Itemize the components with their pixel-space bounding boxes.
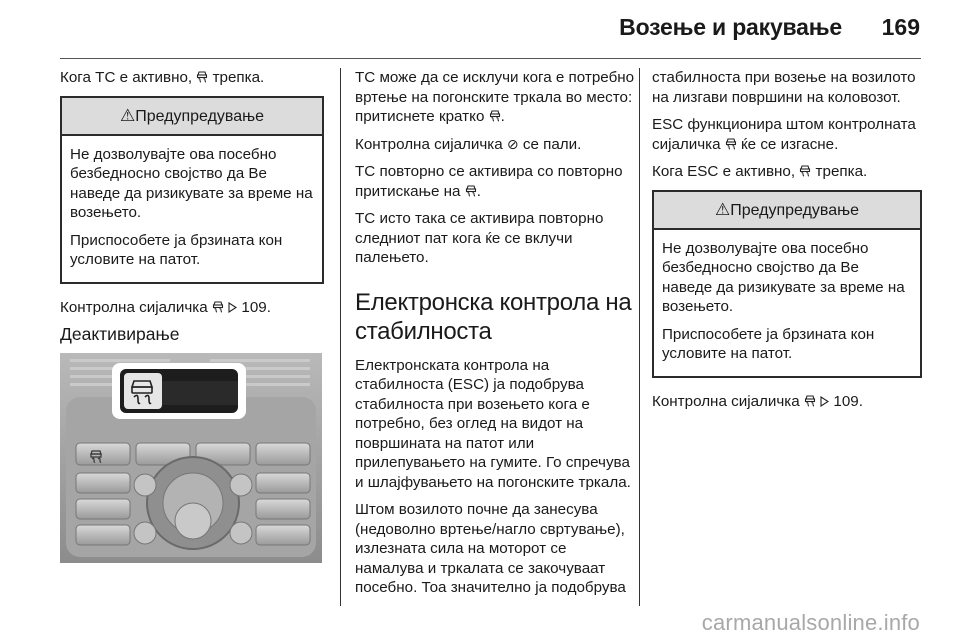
page-number: 169 [881,14,920,40]
traction-control-icon [212,301,224,313]
traction-control-icon [489,110,501,122]
column-2 [355,68,635,606]
traction-control-icon [465,185,477,197]
traction-control-icon [804,395,816,407]
paragraph: Штом возилото почне да занесува (недоволно вртење/нагло свртување), излезната сила на моторот се намалува и тркалата се закочуваат посебно. Тоа значително ја подобрува [355,501,626,596]
paragraph: TC може да се исклучи кога е потребно вртење на погонските тркала во место: притиснете кратко . [355,69,635,125]
paragraph: Контролна сијаличка ⊘ се пали. [355,135,582,153]
warning-title: ⚠Предупредување [654,192,920,230]
warning-text: Не дозволувајте ова посебно безбедносно својство да Ве наведе да ризикувате за време на возењето. [662,239,905,315]
subheading: Деактивирање [60,324,180,344]
dashboard-button-photo [60,353,322,563]
paragraph: Електронската контрола на стабилноста (ESC) ја подобрува стабилноста при возењето кога е потребно, без оглед на видот на површината на патот или прилепувањето на гумите. Го спречува и шлајфувањето на погонските тркала. [355,356,631,491]
column-divider [340,68,341,606]
column-3 [652,68,922,419]
warning-text: Приспособете ја брзината кон условите на патот. [662,325,875,362]
warning-triangle-icon: ⚠ [119,105,136,125]
watermark: carmanualsonline.info [701,610,920,635]
tc-off-icon: ⊘ [506,135,519,152]
header-divider [60,58,921,59]
paragraph: Контролна сијаличка 109. [60,298,271,316]
traction-control-icon [799,165,811,177]
paragraph: стабилноста при возење на возилото на лизгави површини на коловозот. [652,69,916,106]
traction-control-icon [196,71,208,83]
warning-box [652,190,922,378]
warning-title: ⚠Предупредување [62,98,322,136]
page-header [0,0,960,56]
paragraph: TC исто така се активира повторно следниот пат кога ќе се вклучи палењето. [355,210,604,266]
column-1 [60,68,324,563]
paragraph: Кога ESC е активно, трепка. [652,163,868,180]
section-heading: Електронска контрола на стабилноста [355,288,632,345]
warning-box [60,96,324,284]
warning-text: Не дозволувајте ова посебно безбедносно својство да Ве наведе да ризикувате за време на возењето. [70,145,313,221]
traction-control-icon [725,138,737,150]
page-reference-arrow-icon [820,396,829,407]
chapter-title: Возење и ракување [619,14,842,40]
paragraph: Контролна сијаличка 109. [652,392,863,410]
page-reference-arrow-icon [228,302,237,313]
paragraph: TC повторно се активира со повторно притискање на . [355,163,623,200]
paragraph: Кога TC е активно, трепка. [60,69,265,86]
paragraph: ESC функционира штом контролната сијаличка ќе се изгасне. [652,116,916,153]
warning-triangle-icon: ⚠ [714,199,731,219]
warning-text: Приспособете ја брзината кон условите на патот. [70,231,283,268]
column-divider [639,68,640,606]
